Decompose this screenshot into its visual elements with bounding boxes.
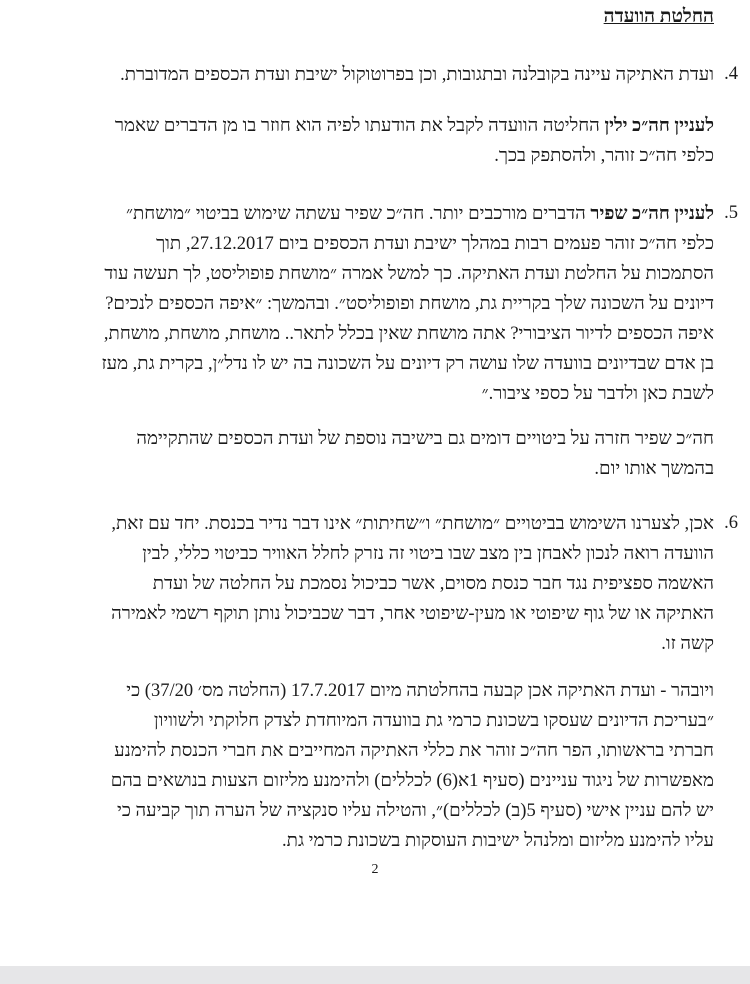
paragraph [60,676,714,856]
text-line [60,509,714,539]
text-run: ויובהר - ועדת האתיקה אכן קבעה בהחלטתה מיום 17.7.2017 (החלטה מס׳ 37/20) כי [126,681,714,701]
page-number: 2 [371,862,379,877]
section-number-6: 6. [724,513,738,533]
text-run: האתיקה או של גוף שיפוטי או מעין-שיפוטי אחר, דבר שכביכול נותן תוקף רשמי לאמירה [111,604,714,624]
text-run: יש להם עניין אישי (סעיף 5(ב) לכללים)״, והטילה עליו סנקציה של הערה תוך קביעה כי [116,801,714,821]
paragraph [60,111,714,171]
text-line [60,706,714,736]
paragraph [60,199,714,409]
document-heading: החלטת הוועדה [603,6,714,27]
text-line [60,454,714,484]
bold-subject-run: לעניין חה״כ שפיר [590,204,714,224]
text-run: חה״כ שפיר חזרה על ביטויים דומים גם בישיבה נוספת של ועדת הכספים שהתקיימה [136,429,714,449]
text-run: הסתמכות על החלטת ועדת האתיקה. כך למשל אמרה ״מושחת פופוליסט, לך תעשה עוד [104,264,714,284]
text-run: הדברים מורכבים יותר. חה״כ שפיר עשתה שימוש בביטוי ״מושחת״ [125,204,591,224]
text-run: ״בעריכת הדיונים שעסקו בשכונת כרמי גת בוועדה המיוחדת לצדק חלוקתי ולשוויון [153,711,714,731]
text-run: האשמה ספציפית נגד חבר כנסת מסוים, אשר כביכול נסמכת על החלטה של ועדת [152,574,714,594]
text-line [60,676,714,706]
text-run: ועדת האתיקה עיינה בקובלנה ובתגובות, וכן בפרוטוקול ישיבת ועדת הכספים המדוברת. [120,65,714,85]
text-run: מאפשרות של ניגוד עניינים (סעיף 1א(6) לכללים) ולהימנע מליזום הצעות בנושאים בהם [110,771,714,791]
text-line [60,796,714,826]
text-run: חברתי בראשותו, הפר חה״כ זוהר את כללי האתיקה המחייבים את חברי הכנסת להימנע [114,741,714,761]
text-line [60,319,714,349]
text-line [60,539,714,569]
text-line [60,826,714,856]
bold-subject-run: לעניין חה״כ ילין [604,116,714,136]
text-line [60,60,714,90]
text-run: כלפי חה״כ זוהר, ולהסתפק בכך. [494,146,714,166]
paragraph [60,424,714,484]
text-line [60,229,714,259]
text-run: לשבת כאן ולדבר על כספי ציבור.״ [481,384,714,404]
text-run: כלפי חה״כ זוהר פעמים רבות במהלך ישיבת ועדת הכספים ביום 27.12.2017, תוך [156,234,714,254]
text-run: בהמשך אותו יום. [594,459,714,479]
text-line [60,349,714,379]
text-line [60,736,714,766]
text-run: החליטה הוועדה לקבל את הודעתו לפיה הוא חוזר בו מן הדברים שאמר [114,116,605,136]
text-run: בן אדם שבדיונים בוועדה שלו עושה רק דיונים על השכונה בה יש לו נדל״ן, בקרית גת, מעז [101,354,714,374]
text-run: איפה הכספים לדיור הציבורי? אתה מושחת שאין בכלל לתאר.. מושחת, מושחת, מושחת, [103,324,714,344]
text-run: אכן, לצערנו השימוש בביטויים ״מושחת״ ו״שחיתות״ אינו דבר נדיר בכנסת. יחד עם זאת, [111,514,714,534]
text-line [60,141,714,171]
text-line [60,199,714,229]
text-line [60,629,714,659]
text-run: קשה זו. [661,634,714,654]
section-number-4: 4. [724,64,738,84]
text-run: דיונים על השכונה שלך בקריית גת, מושחת ופופוליסט״. ובהמשך: ״איפה הכספים לנכים? [105,294,714,314]
text-line [60,569,714,599]
paragraph [60,60,714,90]
bottom-margin-strip [0,966,750,984]
text-line [60,766,714,796]
section-number-5: 5. [724,203,738,223]
text-run: הוועדה רואה לנכון לאבחן בין מצב שבו ביטוי זה נזרק לחלל האוויר כביטוי כללי, לבין [142,544,714,564]
text-line [60,289,714,319]
text-line [60,599,714,629]
paragraph [60,509,714,659]
text-line [60,379,714,409]
text-line [60,424,714,454]
text-line [60,111,714,141]
text-line [60,259,714,289]
text-run: עליו להימנע מליזום ומלנהל ישיבות העוסקות בשכונת כרמי גת. [282,831,714,851]
